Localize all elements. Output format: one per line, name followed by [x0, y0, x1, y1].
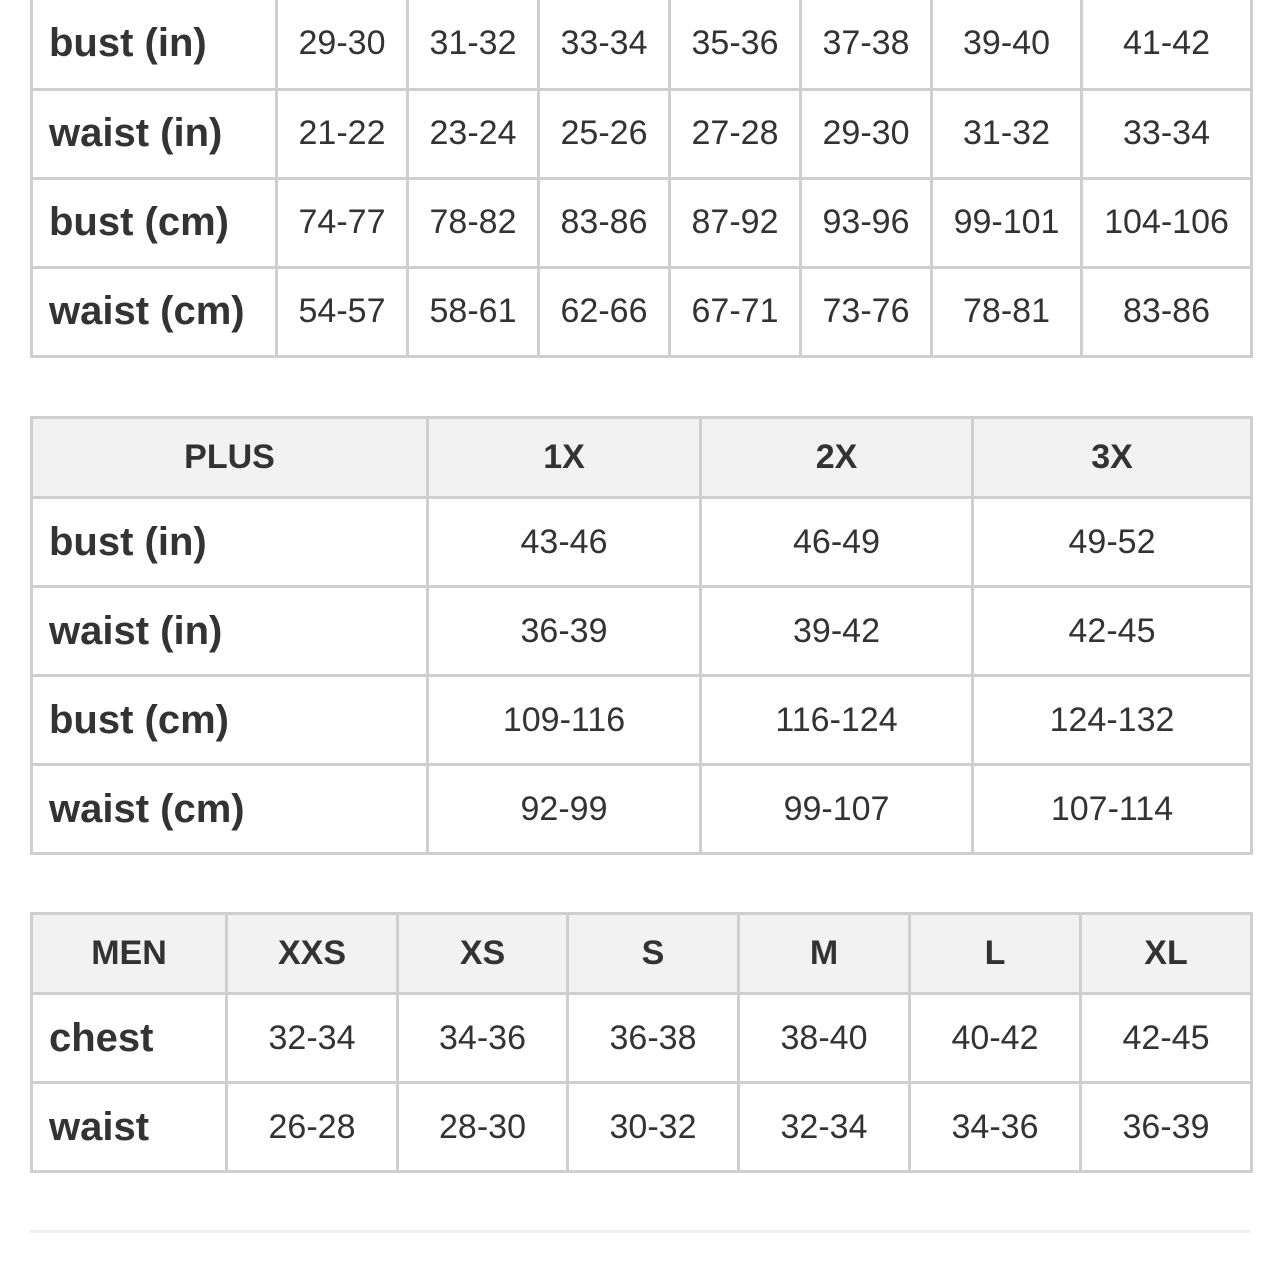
table-cell: 36-38	[568, 994, 739, 1083]
men-size-table	[30, 912, 1253, 1173]
table-cell: 78-82	[408, 178, 539, 267]
column-header: M	[739, 914, 910, 994]
row-label: bust (cm)	[32, 676, 428, 765]
table-cell: 33-34	[1082, 89, 1252, 178]
table-row	[32, 765, 1252, 854]
column-header: MEN	[32, 914, 227, 994]
row-label: waist (in)	[32, 587, 428, 676]
table-cell: 109-116	[428, 676, 701, 765]
table-cell: 38-40	[739, 994, 910, 1083]
table-header-row	[32, 418, 1252, 498]
table-cell: 33-34	[539, 0, 670, 89]
table-cell: 43-46	[428, 498, 701, 587]
table-row	[32, 267, 1252, 356]
table-cell: 93-96	[801, 178, 932, 267]
women-size-table	[30, 0, 1253, 358]
table-cell: 32-34	[739, 1083, 910, 1172]
table-row	[32, 0, 1252, 89]
table-cell: 83-86	[1082, 267, 1252, 356]
table-header-row	[32, 914, 1252, 994]
table-cell: 49-52	[973, 498, 1252, 587]
table-cell: 54-57	[277, 267, 408, 356]
table-cell: 42-45	[973, 587, 1252, 676]
table-cell: 36-39	[428, 587, 701, 676]
table-cell: 42-45	[1081, 994, 1252, 1083]
table-cell: 41-42	[1082, 0, 1252, 89]
row-label: waist (cm)	[32, 267, 277, 356]
column-header: PLUS	[32, 418, 428, 498]
table-cell: 27-28	[670, 89, 801, 178]
table-row	[32, 498, 1252, 587]
table-cell: 116-124	[701, 676, 973, 765]
table-cell: 31-32	[408, 0, 539, 89]
row-label: bust (in)	[32, 0, 277, 89]
table-cell: 74-77	[277, 178, 408, 267]
table-cell: 78-81	[932, 267, 1082, 356]
table-cell: 83-86	[539, 178, 670, 267]
row-label: waist	[32, 1083, 227, 1172]
table-cell: 28-30	[398, 1083, 568, 1172]
row-label: waist (cm)	[32, 765, 428, 854]
table-cell: 29-30	[277, 0, 408, 89]
row-label: bust (in)	[32, 498, 428, 587]
table-cell: 23-24	[408, 89, 539, 178]
table-cell: 25-26	[539, 89, 670, 178]
table-cell: 39-40	[932, 0, 1082, 89]
table-cell: 124-132	[973, 676, 1252, 765]
plus-size-table	[30, 416, 1253, 855]
column-header: XXS	[227, 914, 398, 994]
table-cell: 46-49	[701, 498, 973, 587]
column-header: L	[910, 914, 1081, 994]
table-cell: 104-106	[1082, 178, 1252, 267]
column-header: 2X	[701, 418, 973, 498]
column-header: S	[568, 914, 739, 994]
table-cell: 87-92	[670, 178, 801, 267]
table-cell: 39-42	[701, 587, 973, 676]
column-header: 1X	[428, 418, 701, 498]
table-cell: 73-76	[801, 267, 932, 356]
column-header: XL	[1081, 914, 1252, 994]
table-row	[32, 178, 1252, 267]
table-cell: 99-101	[932, 178, 1082, 267]
table-cell: 29-30	[801, 89, 932, 178]
bottom-divider	[30, 1230, 1250, 1233]
table-cell: 67-71	[670, 267, 801, 356]
table-cell: 26-28	[227, 1083, 398, 1172]
table-cell: 37-38	[801, 0, 932, 89]
table-cell: 31-32	[932, 89, 1082, 178]
table-row	[32, 89, 1252, 178]
table-cell: 99-107	[701, 765, 973, 854]
row-label: chest	[32, 994, 227, 1083]
table-cell: 34-36	[910, 1083, 1081, 1172]
table-cell: 58-61	[408, 267, 539, 356]
table-cell: 36-39	[1081, 1083, 1252, 1172]
row-label: bust (cm)	[32, 178, 277, 267]
table-cell: 34-36	[398, 994, 568, 1083]
table-cell: 107-114	[973, 765, 1252, 854]
table-cell: 92-99	[428, 765, 701, 854]
table-cell: 32-34	[227, 994, 398, 1083]
table-cell: 40-42	[910, 994, 1081, 1083]
column-header: 3X	[973, 418, 1252, 498]
table-cell: 35-36	[670, 0, 801, 89]
row-label: waist (in)	[32, 89, 277, 178]
table-row	[32, 1083, 1252, 1172]
table-cell: 30-32	[568, 1083, 739, 1172]
table-row	[32, 676, 1252, 765]
table-row	[32, 587, 1252, 676]
table-cell: 21-22	[277, 89, 408, 178]
table-row	[32, 994, 1252, 1083]
table-cell: 62-66	[539, 267, 670, 356]
column-header: XS	[398, 914, 568, 994]
